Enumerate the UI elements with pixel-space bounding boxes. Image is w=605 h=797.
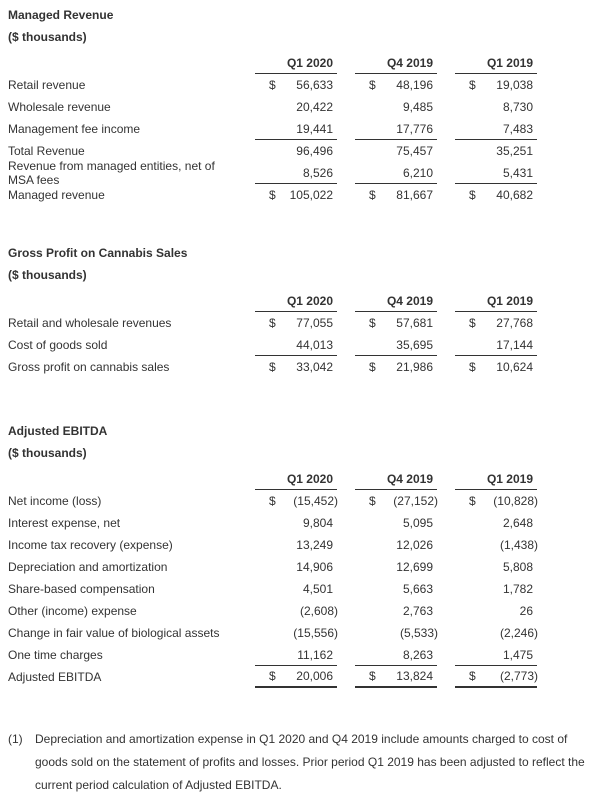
table-row bbox=[8, 490, 537, 512]
value-cell bbox=[355, 184, 437, 206]
row-label: Wholesale revenue bbox=[8, 100, 111, 114]
value-cell bbox=[255, 556, 337, 578]
cell-value: 75,457 bbox=[396, 144, 433, 158]
cell-value: 2,648 bbox=[502, 516, 533, 530]
cell-value: 40,682 bbox=[496, 188, 533, 202]
table-subtitle: ($ thousands) bbox=[8, 30, 87, 44]
cell-value: (2,773) bbox=[499, 669, 538, 683]
dollar-sign: $ bbox=[469, 494, 476, 508]
dollar-sign: $ bbox=[469, 360, 476, 374]
table-title: Managed Revenue bbox=[8, 8, 114, 22]
row-label: Revenue from managed entities, net of MSA fees bbox=[8, 159, 215, 187]
dollar-sign: $ bbox=[469, 78, 476, 92]
table-row bbox=[8, 74, 537, 96]
table-title: Adjusted EBITDA bbox=[8, 424, 108, 438]
value-cell bbox=[255, 512, 337, 534]
value-cell bbox=[255, 578, 337, 600]
value-cell bbox=[355, 622, 437, 644]
footnote bbox=[8, 728, 605, 797]
column-header-row bbox=[8, 290, 537, 312]
cell-value: 44,013 bbox=[296, 337, 333, 352]
value-cell bbox=[255, 534, 337, 556]
financial-tables bbox=[8, 8, 605, 688]
financial-table bbox=[8, 8, 537, 206]
value-cell bbox=[455, 312, 537, 334]
value-cell bbox=[255, 184, 337, 206]
value-cell bbox=[255, 334, 337, 356]
cell-value: (27,152) bbox=[393, 494, 438, 508]
cell-value: 21,986 bbox=[396, 360, 433, 374]
value-cell bbox=[255, 600, 337, 622]
value-cell bbox=[455, 334, 537, 356]
value-cell bbox=[255, 96, 337, 118]
table-row bbox=[8, 96, 537, 118]
cell-value: 19,441 bbox=[296, 121, 333, 136]
dollar-sign: $ bbox=[469, 669, 476, 683]
value-cell bbox=[455, 556, 537, 578]
value-cell bbox=[355, 96, 437, 118]
value-cell bbox=[455, 162, 537, 184]
cell-value: 96,496 bbox=[296, 144, 333, 158]
row-label: Adjusted EBITDA bbox=[8, 670, 102, 684]
value-cell bbox=[455, 600, 537, 622]
value-cell bbox=[255, 162, 337, 184]
table-row bbox=[8, 512, 537, 534]
value-cell bbox=[355, 162, 437, 184]
dollar-sign: $ bbox=[269, 316, 276, 330]
value-cell bbox=[255, 644, 337, 666]
value-cell bbox=[455, 644, 537, 666]
cell-value: 5,808 bbox=[502, 560, 533, 574]
value-cell bbox=[455, 512, 537, 534]
column-header: Q4 2019 bbox=[355, 294, 437, 312]
cell-value: 8,263 bbox=[402, 647, 433, 662]
row-label: Share-based compensation bbox=[8, 582, 155, 596]
row-label: Net income (loss) bbox=[8, 494, 102, 508]
value-cell bbox=[355, 118, 437, 140]
cell-value: 17,776 bbox=[396, 121, 433, 136]
column-header: Q4 2019 bbox=[355, 56, 437, 74]
value-cell bbox=[455, 140, 537, 162]
cell-value: 33,042 bbox=[296, 360, 333, 374]
dollar-sign: $ bbox=[369, 188, 376, 202]
cell-value: 20,006 bbox=[296, 669, 333, 683]
cell-value: 10,624 bbox=[496, 360, 533, 374]
cell-value: 12,026 bbox=[396, 538, 433, 552]
dollar-sign: $ bbox=[369, 669, 376, 683]
cell-value: 1,782 bbox=[502, 582, 533, 596]
table-row bbox=[8, 334, 537, 356]
cell-value: 57,681 bbox=[396, 316, 433, 330]
cell-value: (2,246) bbox=[499, 626, 538, 640]
value-cell bbox=[455, 356, 537, 378]
dollar-sign: $ bbox=[269, 669, 276, 683]
row-label: Retail and wholesale revenues bbox=[8, 316, 172, 330]
value-cell bbox=[355, 356, 437, 378]
column-header-row bbox=[8, 468, 537, 490]
row-label: Other (income) expense bbox=[8, 604, 137, 618]
value-cell bbox=[355, 512, 437, 534]
row-label: One time charges bbox=[8, 648, 103, 662]
value-cell bbox=[455, 622, 537, 644]
value-cell bbox=[355, 600, 437, 622]
cell-value: 14,906 bbox=[296, 560, 333, 574]
cell-value: (15,452) bbox=[293, 494, 338, 508]
table-subtitle: ($ thousands) bbox=[8, 446, 87, 460]
table-row bbox=[8, 644, 537, 666]
cell-value: 56,633 bbox=[296, 78, 333, 92]
cell-value: 9,804 bbox=[302, 516, 333, 530]
row-label: Depreciation and amortization bbox=[8, 560, 168, 574]
value-cell bbox=[255, 312, 337, 334]
value-cell bbox=[255, 140, 337, 162]
cell-value: 26 bbox=[519, 604, 533, 618]
cell-value: 81,667 bbox=[396, 188, 433, 202]
value-cell bbox=[355, 578, 437, 600]
row-label: Gross profit on cannabis sales bbox=[8, 360, 170, 374]
cell-value: 2,763 bbox=[402, 604, 433, 618]
column-header: Q4 2019 bbox=[355, 472, 437, 490]
cell-value: 48,196 bbox=[396, 78, 433, 92]
table-row bbox=[8, 118, 537, 140]
dollar-sign: $ bbox=[369, 78, 376, 92]
dollar-sign: $ bbox=[269, 78, 276, 92]
value-cell bbox=[455, 666, 537, 688]
value-cell bbox=[355, 140, 437, 162]
cell-value: (1,438) bbox=[499, 538, 538, 552]
value-cell bbox=[355, 490, 437, 512]
cell-value: 13,249 bbox=[296, 538, 333, 552]
cell-value: 8,730 bbox=[502, 100, 533, 114]
value-cell bbox=[255, 622, 337, 644]
cell-value: 105,022 bbox=[289, 188, 333, 202]
cell-value: 4,501 bbox=[302, 582, 333, 596]
column-header: Q1 2019 bbox=[455, 56, 537, 74]
cell-value: 5,095 bbox=[402, 516, 433, 530]
value-cell bbox=[455, 184, 537, 206]
table-row bbox=[8, 184, 537, 206]
cell-value: 5,663 bbox=[402, 582, 433, 596]
row-label: Retail revenue bbox=[8, 78, 86, 92]
value-cell bbox=[455, 74, 537, 96]
cell-value: 35,695 bbox=[396, 337, 433, 352]
dollar-sign: $ bbox=[269, 360, 276, 374]
value-cell bbox=[455, 118, 537, 140]
row-label: Managed revenue bbox=[8, 188, 105, 202]
value-cell bbox=[355, 556, 437, 578]
value-cell bbox=[255, 74, 337, 96]
financial-table bbox=[8, 246, 537, 378]
dollar-sign: $ bbox=[369, 360, 376, 374]
column-header: Q1 2020 bbox=[255, 294, 337, 312]
value-cell bbox=[355, 74, 437, 96]
cell-value: 27,768 bbox=[496, 316, 533, 330]
cell-value: 17,144 bbox=[496, 337, 533, 352]
value-cell bbox=[355, 644, 437, 666]
cell-value: 5,431 bbox=[502, 165, 533, 180]
value-cell bbox=[255, 490, 337, 512]
value-cell bbox=[255, 666, 337, 688]
column-header: Q1 2020 bbox=[255, 56, 337, 74]
cell-value: 19,038 bbox=[496, 78, 533, 92]
dollar-sign: $ bbox=[269, 494, 276, 508]
table-row bbox=[8, 622, 537, 644]
cell-value: 12,699 bbox=[396, 560, 433, 574]
value-cell bbox=[355, 666, 437, 688]
table-row bbox=[8, 666, 537, 688]
row-label: Change in fair value of biological assets bbox=[8, 626, 220, 640]
value-cell bbox=[455, 490, 537, 512]
cell-value: 1,475 bbox=[502, 647, 533, 662]
cell-value: 13,824 bbox=[396, 669, 433, 683]
row-label: Cost of goods sold bbox=[8, 338, 108, 352]
value-cell bbox=[255, 118, 337, 140]
table-subtitle: ($ thousands) bbox=[8, 268, 87, 282]
value-cell bbox=[455, 96, 537, 118]
value-cell bbox=[355, 534, 437, 556]
table-row bbox=[8, 312, 537, 334]
row-label: Total Revenue bbox=[8, 144, 85, 158]
row-label: Income tax recovery (expense) bbox=[8, 538, 173, 552]
table-row bbox=[8, 159, 537, 187]
financial-table bbox=[8, 424, 537, 688]
cell-value: 77,055 bbox=[296, 316, 333, 330]
cell-value: (10,828) bbox=[493, 494, 538, 508]
dollar-sign: $ bbox=[269, 188, 276, 202]
cell-value: 35,251 bbox=[496, 144, 533, 158]
value-cell bbox=[355, 334, 437, 356]
dollar-sign: $ bbox=[369, 316, 376, 330]
value-cell bbox=[255, 356, 337, 378]
footnote-marker: (1) bbox=[8, 732, 23, 746]
dollar-sign: $ bbox=[369, 494, 376, 508]
table-row bbox=[8, 578, 537, 600]
value-cell bbox=[455, 534, 537, 556]
row-label: Management fee income bbox=[8, 122, 141, 136]
footnote-text: Depreciation and amortization expense in Q1 2020 and Q4 2019 include amounts charged to cost of goods sold on the statement of profits and losses. Prior period Q1 2019 has been adjusted to reflect the current period calculation of Adjusted EBITDA. bbox=[35, 732, 585, 792]
cell-value: (5,533) bbox=[399, 626, 438, 640]
table-row bbox=[8, 556, 537, 578]
cell-value: 6,210 bbox=[402, 165, 433, 180]
table-title: Gross Profit on Cannabis Sales bbox=[8, 246, 188, 260]
cell-value: 7,483 bbox=[502, 121, 533, 136]
column-header: Q1 2019 bbox=[455, 472, 537, 490]
table-row bbox=[8, 534, 537, 556]
value-cell bbox=[355, 312, 437, 334]
cell-value: (2,608) bbox=[299, 604, 338, 618]
value-cell bbox=[455, 578, 537, 600]
column-header: Q1 2020 bbox=[255, 472, 337, 490]
column-header-row bbox=[8, 52, 537, 74]
cell-value: 11,162 bbox=[297, 647, 333, 662]
cell-value: (15,556) bbox=[293, 626, 338, 640]
cell-value: 8,526 bbox=[302, 165, 333, 180]
cell-value: 20,422 bbox=[296, 100, 333, 114]
cell-value: 9,485 bbox=[402, 100, 433, 114]
table-row bbox=[8, 600, 537, 622]
dollar-sign: $ bbox=[469, 316, 476, 330]
row-label: Interest expense, net bbox=[8, 516, 121, 530]
column-header: Q1 2019 bbox=[455, 294, 537, 312]
dollar-sign: $ bbox=[469, 188, 476, 202]
table-row bbox=[8, 356, 537, 378]
